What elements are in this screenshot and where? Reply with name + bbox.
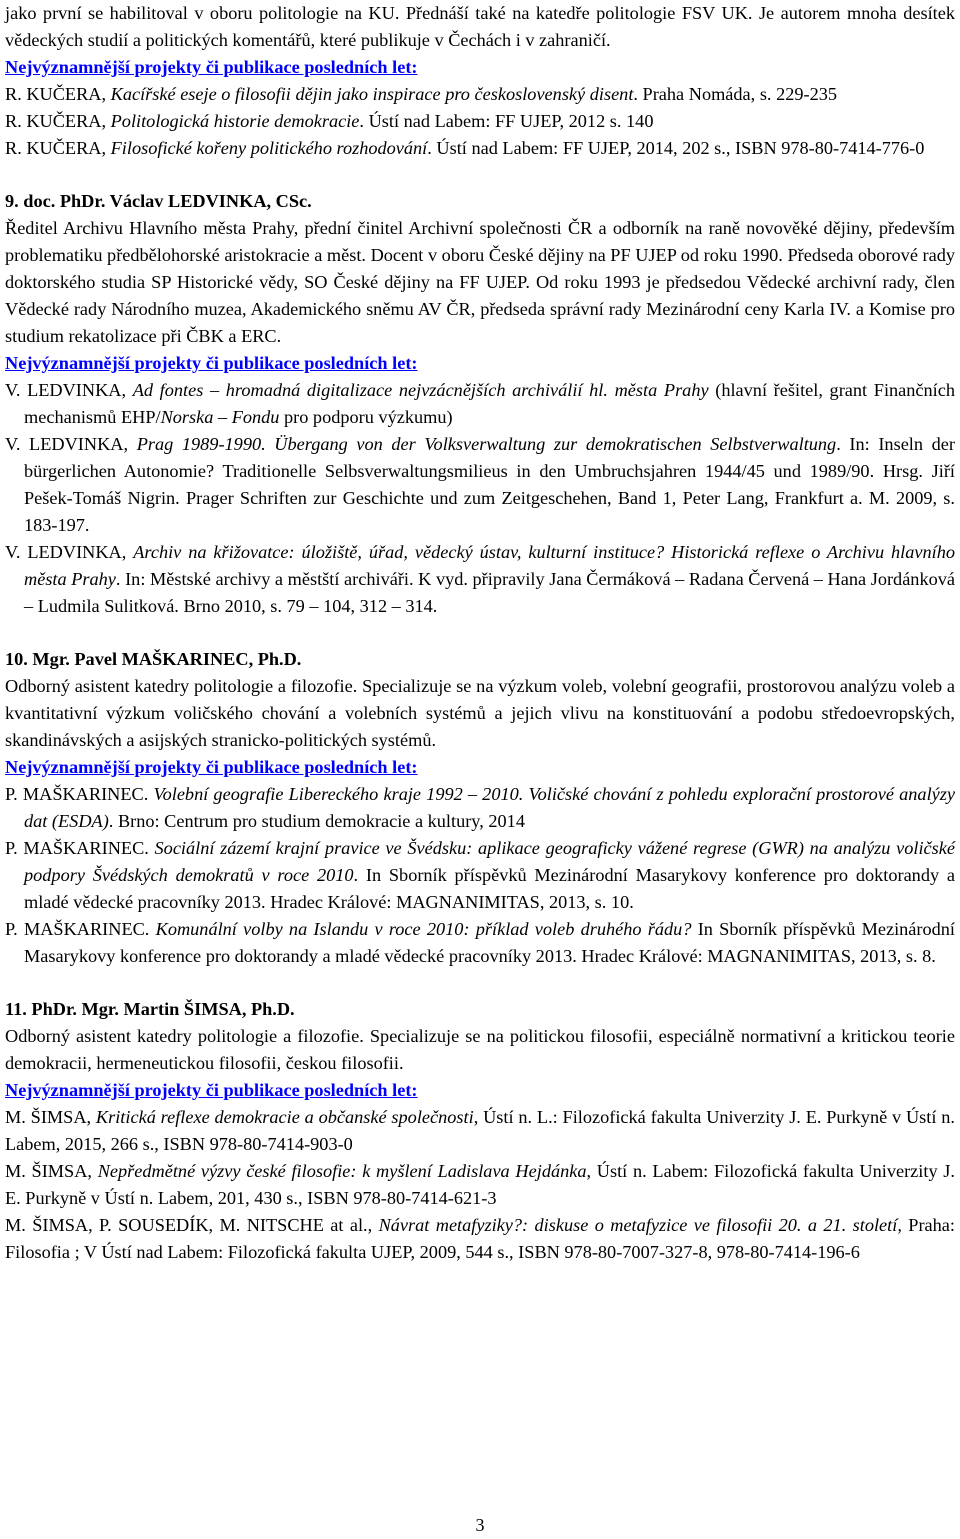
pub-title: Norska – Fondu (160, 407, 280, 427)
publication-entry (5, 108, 955, 135)
pub-title: Ad fontes – hromadná digitalizace nejvzácnějších archiválií hl. města Prahy (132, 380, 709, 400)
pub-details: pro podporu výzkumu) (279, 407, 453, 427)
pub-details: Praha: Filosofia ; V Ústí nad Labem: Filozofická fakulta UJEP, 2009, 544 s., ISBN 978-80-7007-327-8, 978-80-7414-196-6 (5, 1215, 955, 1262)
pub-details: In Sborník příspěvků Mezinárodní Masarykovy konference pro doktorandy a mladé vědecké pracovníky 2013. Hradec Králové: MAGNANIMITAS, 2013, s. 8. (24, 919, 956, 966)
publication-entry (5, 135, 955, 162)
pub-details: , Ústí n. L.: Filozofická fakulta Univerzity J. E. Purkyně v Ústí n. Labem, 2015, 266 s., ISBN 978-80-7414-903-0 (5, 1107, 955, 1154)
pub-title: Kritická reflexe demokracie a občanské společnosti (95, 1107, 474, 1127)
spacer (5, 620, 955, 646)
section-heading (5, 54, 955, 81)
pub-author: V. LEDVINKA, (5, 542, 134, 562)
pub-author: R. KUČERA, (5, 84, 111, 104)
pub-details: . In Sborník příspěvků Mezinárodní Masarykovy konference pro doktorandy a mladé vědecké pracovníky 2013. Hradec Králové: MAGNANIMITAS, 2013, s. 10. (24, 865, 955, 912)
pub-author: P. MAŠKARINEC. (5, 784, 154, 804)
heading-text: Nejvýznamnější projekty či publikace posledních let: (5, 57, 418, 77)
publication-entry (5, 916, 955, 970)
pub-details: . Ústí nad Labem: FF UJEP, 2014, 202 s., ISBN 978-80-7414-776-0 (427, 138, 925, 158)
person-name: 11. PhDr. Mgr. Martin ŠIMSA, Ph.D. (5, 999, 295, 1019)
pub-author: R. KUČERA, (5, 111, 111, 131)
pub-details: , Ústí n. Labem: Filozofická fakulta Univerzity J. E. Purkyně v Ústí n. Labem, 201, 430 s., ISBN 978-80-7414-621-3 (5, 1161, 955, 1208)
pub-title: Archiv na křižovatce: úložiště, úřad, vědecký ústav, kulturní instituce? Historická reflexe o Archivu hlavního města Prahy (24, 542, 956, 589)
pub-title: Komunální volby na Islandu v roce 2010: příklad voleb druhého řádu? (155, 919, 692, 939)
publication-entry (5, 1104, 955, 1158)
pub-details: . Brno: Centrum pro studium demokracie a kultury, 2014 (108, 811, 525, 831)
pub-title: Politologická historie demokracie (110, 111, 360, 131)
pub-author: V. LEDVINKA, (5, 434, 137, 454)
heading-text: Nejvýznamnější projekty či publikace posledních let: (5, 757, 418, 777)
pub-title: Prag 1989-1990. Übergang von der Volksverwaltung zur demokratischen Selbstverwaltung (136, 434, 837, 454)
pub-details: . Praha Nomáda, s. 229-235 (633, 84, 837, 104)
pub-author: R. KUČERA, (5, 138, 111, 158)
pub-author: P. MAŠKARINEC. (5, 919, 156, 939)
publication-entry (5, 431, 955, 539)
pub-author: P. MAŠKARINEC. (5, 838, 155, 858)
pub-title: Nepředmětné výzvy české filosofie: k myšlení Ladislava Hejdánka (97, 1161, 587, 1181)
pub-title: Sociální zázemí krajní pravice ve Švédsku: aplikace geograficky vážené regrese (GWR) na analýzu voličské podpory Švédských demokratů v roce 2010 (24, 838, 955, 885)
pub-details: (hlavní řešitel, grant Finančních mechanismů EHP/ (24, 380, 956, 427)
section-heading (5, 1077, 955, 1104)
pub-title: Kacířské eseje o filosofii dějin jako inspirace pro československý disent (110, 84, 634, 104)
person-bio: Ředitel Archivu Hlavního města Prahy, přední činitel Archivní společnosti ČR a odborník na raně novověké dějiny, především problematiku předbělohorské aristokracie a měst. Docent v oboru České dějiny na PF UJEP od roku 1990. Předseda oborové rady doktorského studia SP Historické vědy, SO České dějiny na FF UJEP. Od roku 1993 je předsedou Vědecké archivní rady, člen Vědecké rady Národního muzea, Akademického sněmu AV ČR, předseda správní rady Mezinárodní ceny Karla IV. a Komise pro studium rekatolizace při ČBK a ERC. (5, 218, 955, 346)
publication-entry (5, 835, 955, 916)
publication-entry (5, 1212, 955, 1266)
pub-author: M. ŠIMSA, (5, 1107, 96, 1127)
publication-entry (5, 81, 955, 108)
pub-title: Návrat metafyziky?: diskuse o metafyzice ve filosofii 20. a 21. století, (378, 1215, 902, 1235)
publication-entry (5, 781, 955, 835)
pub-author: V. LEDVINKA, (5, 380, 133, 400)
page-number: 3 (475, 1515, 485, 1535)
person-bio: Odborný asistent katedry politologie a filozofie. Specializuje se na politickou filosofii, especiálně normativní a kritickou teorie demokracii, hermeneutickou filosofii, českou filosofii. (5, 1026, 955, 1073)
pub-title: Volební geografie Libereckého kraje 1992 – 2010. Voličské chování z pohledu explorační prostorové analýzy dat (ESDA) (24, 784, 955, 831)
pub-details: . In: Inseln der bürgerlichen Autonomie? Traditionelle Selbsverwaltungsmilieus in den Umbruchsjahren 1944/45 und 1989/90. Hrsg. Jiří Pešek-Tomáš Nigrin. Prager Schriften zur Geschichte und zum Zeitgeschehen, Band 1, Peter Lang, Frankfurt a. M. 2009, s. 183-197. (24, 434, 955, 535)
publication-entry (5, 539, 955, 620)
intro-paragraph: jako první se habilitoval v oboru politologie na KU. Přednáší také na katedře politologie FSV UK. Je autorem mnoha desítek vědeckých studií a politických komentářů, které publikuje v Čechách i v zahraničí. (5, 3, 955, 50)
pub-details: . Ústí nad Labem: FF UJEP, 2012 s. 140 (359, 111, 654, 131)
pub-title: Filosofické kořeny politického rozhodování (110, 138, 428, 158)
person-bio: Odborný asistent katedry politologie a filozofie. Specializuje se na výzkum voleb, volební geografii, prostorovou analýzu voleb a kvantitativní výzkum voličského chování a volebních systémů a jejich vlivu na konstituování a podobu středoevropských, skandinávských a asijských stranicko-politických systémů. (5, 676, 955, 750)
document-page (5, 0, 955, 1266)
pub-author: M. ŠIMSA, P. SOUSEDÍK, M. NITSCHE at al., (5, 1215, 379, 1235)
publication-entry (5, 1158, 955, 1212)
heading-text: Nejvýznamnější projekty či publikace posledních let: (5, 1080, 418, 1100)
heading-text: Nejvýznamnější projekty či publikace posledních let: (5, 353, 418, 373)
section-heading (5, 754, 955, 781)
spacer (5, 162, 955, 188)
section-heading (5, 350, 955, 377)
pub-author: M. ŠIMSA, (5, 1161, 98, 1181)
publication-entry (5, 377, 955, 431)
pub-details: . In: Městské archivy a městští archiváři. K vyd. připravily Jana Čermáková – Radana Červená – Hana Jordánková – Ludmila Sulitková. Brno 2010, s. 79 – 104, 312 – 314. (24, 569, 955, 616)
person-name: 10. Mgr. Pavel MAŠKARINEC, Ph.D. (5, 649, 302, 669)
spacer (5, 970, 955, 996)
person-name: 9. doc. PhDr. Václav LEDVINKA, CSc. (5, 191, 312, 211)
